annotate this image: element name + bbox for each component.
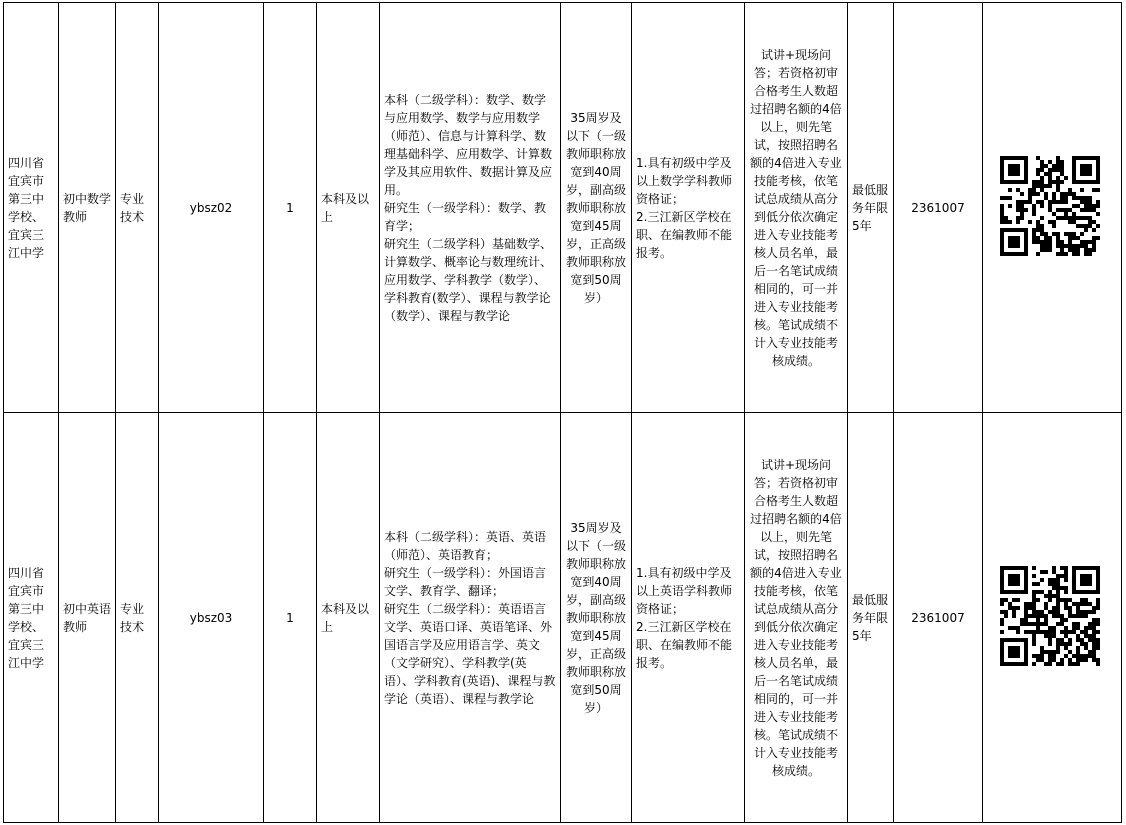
education-cell: 本科及以上 — [317, 413, 380, 823]
post-category-cell: 专业技术 — [116, 3, 159, 413]
other-conditions-text: 1.具有初级中学及以上英语学科教师资格证； 2.三江新区学校在职、在编教师不能报考。 — [636, 565, 733, 670]
exam-method-cell: 试讲+现场问答；若资格初审合格考生人数超过招聘名额的4倍以上，则先笔试，按照招聘名额的4倍进入专业技能考核，依笔试总成绩从高分到低分依次确定进入专业技能考核人员名单，最后一名笔试成绩相同的，可一并进入专业技能考核。笔试成绩不计入专业技能考核成绩。 — [745, 413, 848, 823]
table-row — [4, 3, 1122, 413]
education-cell: 本科及以上 — [317, 3, 380, 413]
major-text: 本科（二级学科）：数学、数学与应用数学、数学与应用数学（师范）、信息与计算科学、数理基础科学、应用数学、计算数学及其应用软件、数据计算及应用。 研究生（一级学科）：数学、教育学； 研究生（二级学科）基础数学、计算数学、概率论与数理统计、应用数学、学科教学（数学）、学科教育(数学）、课程与教学论（数学）、课程与教学论 — [384, 92, 553, 323]
post-name-cell: 初中数学教师 — [59, 3, 116, 413]
hire-count-cell: 1 — [264, 413, 317, 823]
other-conditions-cell — [632, 3, 745, 413]
exam-method-cell: 试讲+现场问答；若资格初审合格考生人数超过招聘名额的4倍以上，则先笔试，按照招聘名额的4倍进入专业技能考核，依笔试总成绩从高分到低分依次确定进入专业技能考核人员名单，最后一名笔试成绩相同的，可一并进入专业技能考核。笔试成绩不计入专业技能考核成绩。 — [745, 3, 848, 413]
major-cell — [380, 3, 561, 413]
other-conditions-text: 1.具有初级中学及以上数学学科教师资格证； 2.三江新区学校在职、在编教师不能报考。 — [636, 155, 733, 260]
phone-cell: 2361007 — [894, 3, 983, 413]
hire-count-cell: 1 — [264, 3, 317, 413]
age-cell: 35周岁及以下（一级教师职称放宽到40周岁，副高级教师职称放宽到45周岁，正高级教师职称放宽到50周岁） — [561, 3, 632, 413]
major-text: 本科（二级学科）：英语、英语（师范）、英语教育； 研究生（一级学科）：外国语言文学、教育学、翻译； 研究生（二级学科）：英语语言文学、英语口译、英语笔译、外国语言学及应用语言学、英文（文学研究）、学科教学(英语）、学科教育(英语)、课程与教学论（英语）、课程与教学论 — [384, 529, 556, 706]
qr-code-icon — [1000, 566, 1104, 670]
major-cell — [380, 413, 561, 823]
unit-cell: 四川省宜宾市第三中学校、宜宾三江中学 — [4, 3, 59, 413]
post-name-cell: 初中英语教师 — [59, 413, 116, 823]
phone-cell: 2361007 — [894, 413, 983, 823]
other-conditions-cell — [632, 413, 745, 823]
service-term-cell: 最低服务年限5年 — [848, 3, 894, 413]
recruitment-table — [3, 2, 1122, 823]
unit-cell: 四川省宜宾市第三中学校、宜宾三江中学 — [4, 413, 59, 823]
post-code-cell: ybsz02 — [159, 3, 264, 413]
age-cell: 35周岁及以下（一级教师职称放宽到40周岁，副高级教师职称放宽到45周岁，正高级教师职称放宽到50周岁） — [561, 413, 632, 823]
table-row — [4, 413, 1122, 823]
service-term-cell: 最低服务年限5年 — [848, 413, 894, 823]
qr-cell — [983, 413, 1122, 823]
qr-code-icon — [1000, 156, 1104, 260]
qr-cell — [983, 3, 1122, 413]
post-category-cell: 专业技术 — [116, 413, 159, 823]
post-code-cell: ybsz03 — [159, 413, 264, 823]
